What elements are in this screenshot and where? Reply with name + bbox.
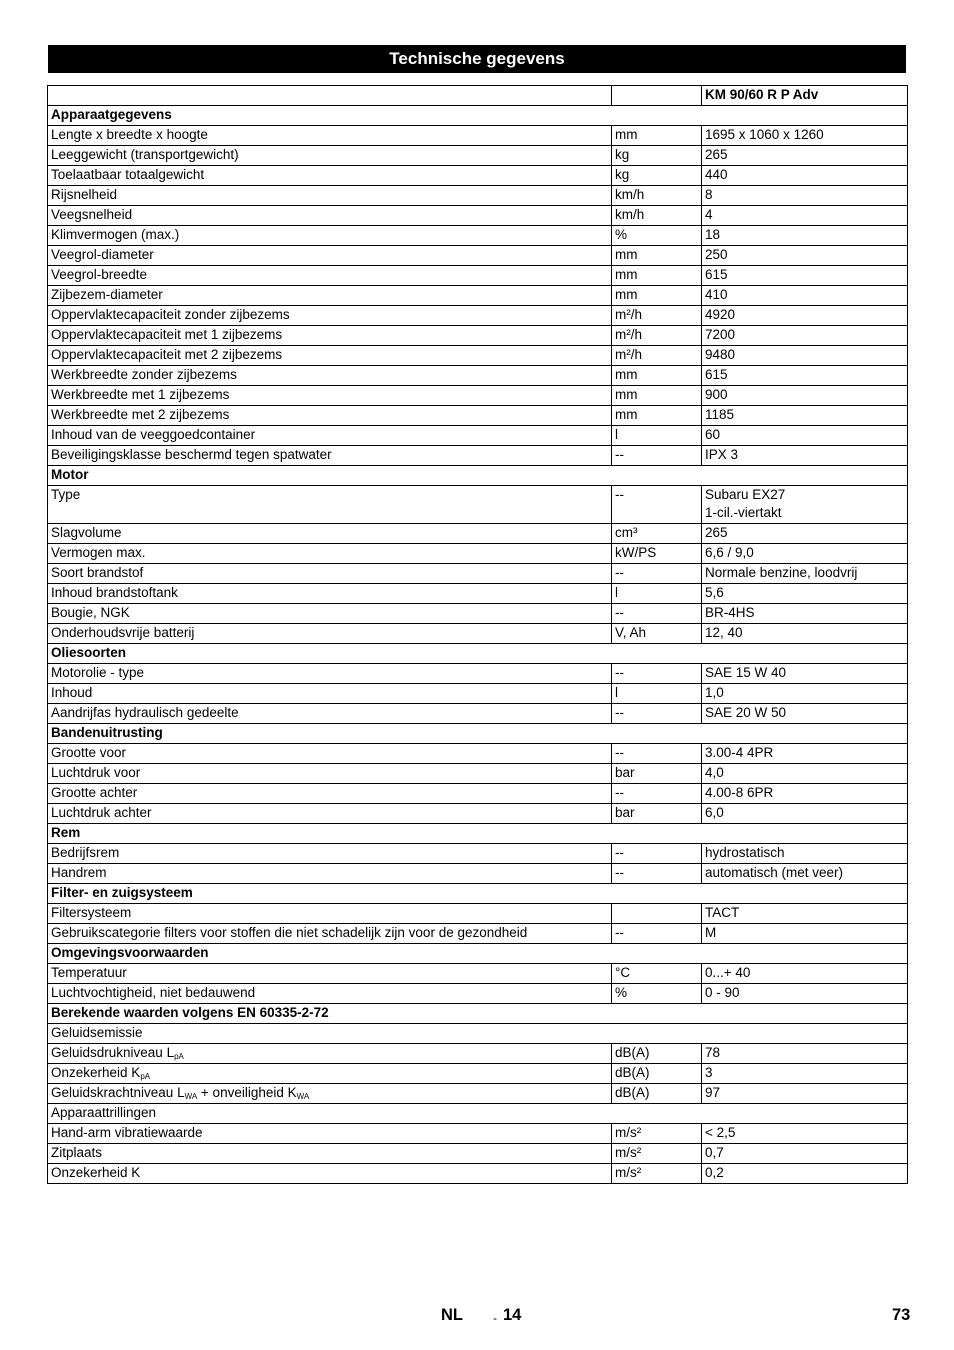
section-heading: Oliesoorten [48, 644, 908, 664]
section-row [48, 884, 908, 904]
spec-unit: cm³ [612, 524, 702, 544]
spec-value: < 2,5 [702, 1124, 908, 1144]
spec-value-line: 4,0 [705, 765, 724, 780]
spec-label [48, 1044, 612, 1064]
spec-value [702, 584, 908, 604]
spec-label: Werkbreedte zonder zijbezems [48, 366, 612, 386]
table-row [48, 486, 908, 524]
table-row [48, 266, 908, 286]
section-heading: Bandenuitrusting [48, 724, 908, 744]
table-row [48, 624, 908, 644]
spec-value-line: M [705, 925, 717, 940]
spec-value [702, 964, 908, 984]
spec-unit: dB(A) [612, 1084, 702, 1104]
table-row [48, 446, 908, 466]
spec-label [48, 1084, 612, 1104]
spec-value-line: 0...+ 40 [705, 965, 751, 980]
spec-value [702, 286, 908, 306]
section-row [48, 1004, 908, 1024]
label-text: Geluidskrachtniveau L [51, 1085, 185, 1100]
spec-label: Luchtdruk achter [48, 804, 612, 824]
table-row [48, 964, 908, 984]
spec-label: Temperatuur [48, 964, 612, 984]
subsection-label: Geluidsemissie [48, 1024, 908, 1044]
spec-unit: m²/h [612, 306, 702, 326]
spec-value-line: 12, 40 [705, 625, 743, 640]
spec-label: Onderhoudsvrije batterij [48, 624, 612, 644]
table-row [48, 924, 908, 944]
spec-value: 0,7 [702, 1144, 908, 1164]
spec-value [702, 544, 908, 564]
table-row [48, 246, 908, 266]
spec-value [702, 624, 908, 644]
table-row [48, 226, 908, 246]
spec-label: Zitplaats [48, 1144, 612, 1164]
table-row [48, 1104, 908, 1124]
spec-label: Oppervlaktecapaciteit met 1 zijbezems [48, 326, 612, 346]
spec-value [702, 326, 908, 346]
section-heading: Rem [48, 824, 908, 844]
spec-unit: -- [612, 446, 702, 466]
label-text: + onveiligheid K [197, 1085, 297, 1100]
spec-unit: l [612, 684, 702, 704]
table-row [48, 426, 908, 446]
subscript: WA [184, 1092, 198, 1101]
spec-unit: m/s² [612, 1124, 702, 1144]
spec-label: Leeggewicht (transportgewicht) [48, 146, 612, 166]
label-text: Geluidsdrukniveau L [51, 1045, 175, 1060]
spec-unit: -- [612, 664, 702, 684]
table-row [48, 684, 908, 704]
spec-value [702, 186, 908, 206]
spec-value-line: SAE 15 W 40 [705, 665, 787, 680]
spec-value-line: 615 [705, 367, 728, 382]
spec-unit: -- [612, 604, 702, 624]
table-row [48, 904, 908, 924]
spec-unit: l [612, 584, 702, 604]
spec-value-line: 4 [705, 207, 713, 222]
table-row [48, 984, 908, 1004]
spec-unit [612, 904, 702, 924]
spec-label: Bedrijfsrem [48, 844, 612, 864]
subsection-label: Apparaattrillingen [48, 1104, 908, 1124]
spec-unit: -- [612, 744, 702, 764]
spec-value-line: 410 [705, 287, 728, 302]
spec-value [702, 984, 908, 1004]
spec-value-line: automatisch (met veer) [705, 865, 844, 880]
spec-value [702, 804, 908, 824]
spec-unit: mm [612, 126, 702, 146]
table-row [48, 524, 908, 544]
spec-unit: -- [612, 704, 702, 724]
spec-label: Filtersysteem [48, 904, 612, 924]
spec-value [702, 266, 908, 286]
spec-value-line: 615 [705, 267, 728, 282]
spec-value-line: 60 [705, 427, 721, 442]
table-row [48, 544, 908, 564]
spec-label: Gebruikscategorie filters voor stoffen die niet schadelijk zijn voor de gezondheid [48, 924, 612, 944]
spec-value [702, 784, 908, 804]
spec-label: Werkbreedte met 1 zijbezems [48, 386, 612, 406]
spec-unit: mm [612, 406, 702, 426]
spec-value-line: 4920 [705, 307, 736, 322]
header-blank-cell [48, 86, 612, 106]
spec-value-line: 6,6 / 9,0 [705, 545, 754, 560]
model-header: KM 90/60 R P Adv [702, 86, 908, 106]
table-row [48, 286, 908, 306]
spec-value [702, 844, 908, 864]
spec-label: Grootte voor [48, 744, 612, 764]
spec-value-line: 900 [705, 387, 728, 402]
spec-label: Vermogen max. [48, 544, 612, 564]
spec-unit: bar [612, 804, 702, 824]
spec-value: 97 [702, 1084, 908, 1104]
table-row [48, 206, 908, 226]
spec-value-line: 1185 [705, 407, 735, 422]
spec-value-line: Subaru EX27 [705, 487, 786, 502]
spec-unit: dB(A) [612, 1064, 702, 1084]
spec-value [702, 406, 908, 426]
spec-value [702, 664, 908, 684]
spec-value [702, 744, 908, 764]
spec-unit: mm [612, 286, 702, 306]
spec-unit: -- [612, 844, 702, 864]
spec-label: Oppervlaktecapaciteit met 2 zijbezems [48, 346, 612, 366]
spec-label: Luchtvochtigheid, niet bedauwend [48, 984, 612, 1004]
table-row [48, 784, 908, 804]
spec-label: Toelaatbaar totaalgewicht [48, 166, 612, 186]
spec-value-line: 440 [705, 167, 728, 182]
spec-label: Lengte x breedte x hoogte [48, 126, 612, 146]
spec-value [702, 446, 908, 466]
spec-label: Type [48, 486, 612, 524]
spec-label: Grootte achter [48, 784, 612, 804]
spec-label: Soort brandstof [48, 564, 612, 584]
spec-label: Hand-arm vibratiewaarde [48, 1124, 612, 1144]
spec-unit: mm [612, 246, 702, 266]
spec-value-line: 265 [705, 525, 728, 540]
spec-value-line: 6,0 [705, 805, 724, 820]
spec-label: Veegrol-breedte [48, 266, 612, 286]
spec-label: Inhoud [48, 684, 612, 704]
spec-value-line: hydrostatisch [705, 845, 785, 860]
spec-unit: mm [612, 366, 702, 386]
spec-value-line: TACT [705, 905, 740, 920]
spec-value [702, 764, 908, 784]
spec-label: Aandrijfas hydraulisch gedeelte [48, 704, 612, 724]
section-row [48, 466, 908, 486]
subscript: pA [140, 1072, 151, 1081]
spec-label: Werkbreedte met 2 zijbezems [48, 406, 612, 426]
spec-unit: bar [612, 764, 702, 784]
spec-label: Zijbezem-diameter [48, 286, 612, 306]
table-row [48, 1124, 908, 1144]
section-heading: Motor [48, 466, 908, 486]
spec-value-line: 9480 [705, 347, 736, 362]
spec-label: Rijsnelheid [48, 186, 612, 206]
spec-value-line: 1-cil.-viertakt [705, 505, 782, 520]
spec-value [702, 864, 908, 884]
table-row [48, 406, 908, 426]
table-row [48, 664, 908, 684]
spec-label: Onzekerheid K [48, 1164, 612, 1184]
table-row [48, 126, 908, 146]
spec-unit: mm [612, 266, 702, 286]
spec-value: 0,2 [702, 1164, 908, 1184]
spec-unit: km/h [612, 186, 702, 206]
spec-value [702, 904, 908, 924]
spec-table [47, 85, 908, 1184]
spec-value [702, 226, 908, 246]
footer-sub-page: 14 [503, 1306, 522, 1324]
spec-label: Oppervlaktecapaciteit zonder zijbezems [48, 306, 612, 326]
spec-value: 78 [702, 1044, 908, 1064]
spec-value [702, 704, 908, 724]
spec-label: Beveiligingsklasse beschermd tegen spatwater [48, 446, 612, 466]
spec-unit: m²/h [612, 326, 702, 346]
spec-value-line: 3.00-4 4PR [705, 745, 774, 760]
table-row [48, 564, 908, 584]
spec-unit: kg [612, 146, 702, 166]
spec-value-line: 0 - 90 [705, 985, 740, 1000]
table-row [48, 744, 908, 764]
table-row [48, 346, 908, 366]
subscript: WA [296, 1092, 310, 1101]
section-row [48, 824, 908, 844]
spec-label: Bougie, NGK [48, 604, 612, 624]
spec-value: 3 [702, 1064, 908, 1084]
spec-label: Slagvolume [48, 524, 612, 544]
label-text: Onzekerheid K [51, 1065, 141, 1080]
spec-value [702, 366, 908, 386]
spec-unit: -- [612, 486, 702, 524]
section-heading: Omgevingsvoorwaarden [48, 944, 908, 964]
table-row [48, 604, 908, 624]
spec-label: Veegsnelheid [48, 206, 612, 226]
spec-unit: -- [612, 784, 702, 804]
spec-value [702, 346, 908, 366]
spec-value [702, 146, 908, 166]
spec-unit: m/s² [612, 1144, 702, 1164]
spec-unit: m²/h [612, 346, 702, 366]
page-title: Technische gegevens [48, 45, 906, 73]
spec-unit: % [612, 226, 702, 246]
footer-dash: - [493, 1311, 497, 1325]
subscript: pA [174, 1052, 184, 1061]
table-row [48, 166, 908, 186]
table-row [48, 764, 908, 784]
spec-unit: km/h [612, 206, 702, 226]
section-row [48, 944, 908, 964]
spec-label: Motorolie - type [48, 664, 612, 684]
spec-value-line: IPX 3 [705, 447, 739, 462]
table-row [48, 306, 908, 326]
table-row [48, 386, 908, 406]
spec-value-line: BR-4HS [705, 605, 755, 620]
spec-value [702, 684, 908, 704]
table-row [48, 146, 908, 166]
spec-unit: m/s² [612, 1164, 702, 1184]
spec-value [702, 386, 908, 406]
spec-unit: l [612, 426, 702, 446]
table-row [48, 1084, 908, 1104]
section-row [48, 724, 908, 744]
table-row [48, 1064, 908, 1084]
footer-page-number: 73 [892, 1306, 911, 1324]
table-row [48, 186, 908, 206]
spec-unit: -- [612, 924, 702, 944]
table-header-row [48, 86, 908, 106]
spec-value [702, 306, 908, 326]
spec-value [702, 126, 908, 146]
table-row [48, 584, 908, 604]
spec-label: Handrem [48, 864, 612, 884]
spec-value-line: 4.00-8 6PR [705, 785, 774, 800]
spec-label: Inhoud brandstoftank [48, 584, 612, 604]
table-row [48, 1164, 908, 1184]
spec-value [702, 486, 908, 524]
spec-unit: dB(A) [612, 1044, 702, 1064]
spec-value [702, 604, 908, 624]
spec-value [702, 426, 908, 446]
section-row [48, 106, 908, 126]
spec-unit: V, Ah [612, 624, 702, 644]
spec-label: Veegrol-diameter [48, 246, 612, 266]
spec-value [702, 924, 908, 944]
table-row [48, 844, 908, 864]
spec-value-line: 8 [705, 187, 713, 202]
table-row [48, 864, 908, 884]
section-heading: Berekende waarden volgens EN 60335-2-72 [48, 1004, 908, 1024]
spec-unit: kW/PS [612, 544, 702, 564]
spec-value-line: 250 [705, 247, 728, 262]
section-heading: Filter- en zuigsysteem [48, 884, 908, 904]
spec-unit: % [612, 984, 702, 1004]
section-heading: Apparaatgegevens [48, 106, 908, 126]
spec-value-line: 1,0 [705, 685, 724, 700]
spec-value-line: 5,6 [705, 585, 724, 600]
spec-unit: -- [612, 564, 702, 584]
spec-unit: -- [612, 864, 702, 884]
spec-value [702, 166, 908, 186]
spec-label: Luchtdruk voor [48, 764, 612, 784]
spec-value-line: 265 [705, 147, 728, 162]
section-row [48, 644, 908, 664]
spec-label [48, 1064, 612, 1084]
header-blank-cell [612, 86, 702, 106]
spec-unit: mm [612, 386, 702, 406]
spec-value-line: Normale benzine, loodvrij [705, 565, 858, 580]
spec-value [702, 564, 908, 584]
table-row [48, 1144, 908, 1164]
table-row [48, 366, 908, 386]
spec-value-line: SAE 20 W 50 [705, 705, 787, 720]
table-row [48, 804, 908, 824]
table-row [48, 1044, 908, 1064]
spec-value-line: 18 [705, 227, 721, 242]
table-row [48, 326, 908, 346]
spec-value-line: 7200 [705, 327, 736, 342]
spec-value [702, 524, 908, 544]
table-row [48, 704, 908, 724]
spec-unit: kg [612, 166, 702, 186]
table-row [48, 1024, 908, 1044]
spec-value-line: 1695 x 1060 x 1260 [705, 127, 824, 142]
footer-language: NL [441, 1306, 463, 1324]
spec-value [702, 246, 908, 266]
spec-unit: °C [612, 964, 702, 984]
spec-label: Inhoud van de veeggoedcontainer [48, 426, 612, 446]
spec-label: Klimvermogen (max.) [48, 226, 612, 246]
spec-value [702, 206, 908, 226]
